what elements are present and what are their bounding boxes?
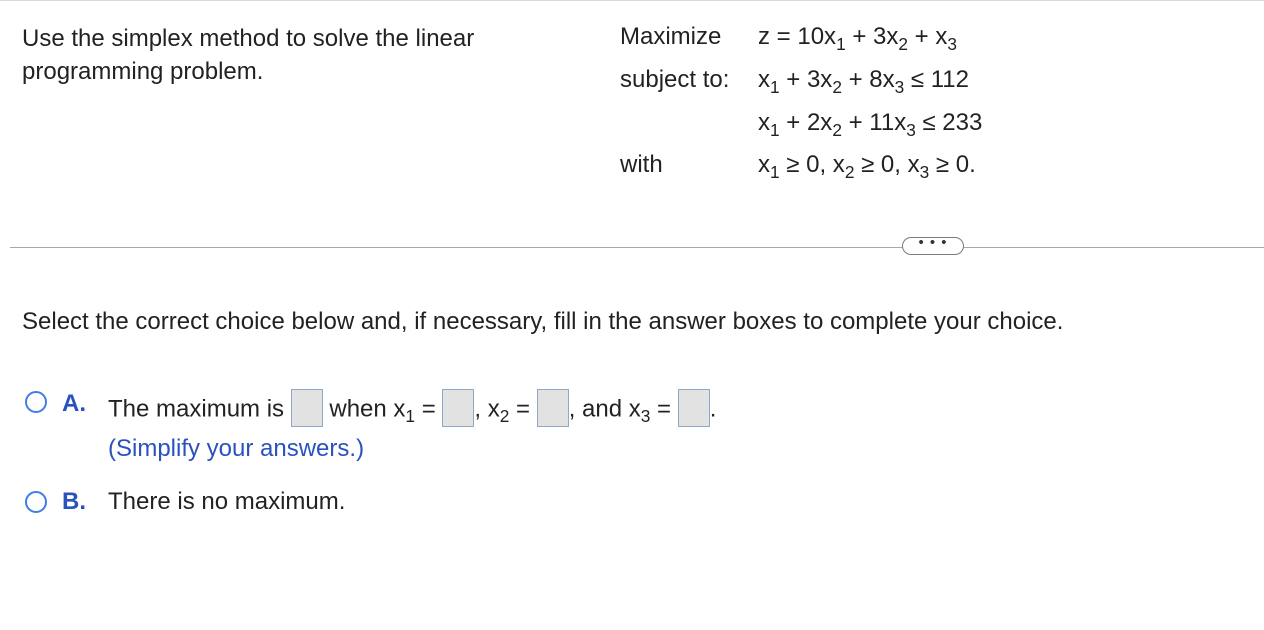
choice-a-statement bbox=[108, 391, 716, 429]
x2-equals: = bbox=[509, 395, 531, 423]
constraint-2-sub-2: 2 bbox=[832, 120, 842, 141]
nonneg-term-3: ≥ 0, x bbox=[854, 151, 920, 178]
subject-to-label: subject to: bbox=[620, 66, 730, 93]
constraint-1-term-2: + 3x bbox=[779, 66, 833, 93]
nonneg-sub-1: 1 bbox=[770, 162, 780, 183]
objective-term-3: + x bbox=[907, 23, 948, 50]
section-divider bbox=[10, 247, 1264, 248]
choice-a-letter: A. bbox=[62, 390, 86, 417]
objective-term-2: + 3x bbox=[845, 23, 899, 50]
x1-equals: = bbox=[415, 395, 436, 423]
x1-subscript: 1 bbox=[405, 406, 416, 427]
choice-a-radio[interactable] bbox=[25, 391, 47, 413]
constraint-1-term-3: + 8x bbox=[841, 66, 895, 93]
nonneg-term-2: ≥ 0, x bbox=[779, 151, 845, 178]
constraint-2-term-1: x bbox=[758, 109, 770, 136]
objective-function bbox=[758, 22, 957, 55]
objective-sub-2: 2 bbox=[898, 34, 908, 55]
x1-answer-box[interactable] bbox=[442, 389, 474, 427]
objective-z: z bbox=[758, 23, 770, 50]
x2-answer-box[interactable] bbox=[537, 389, 569, 427]
nonnegativity-constraints bbox=[758, 150, 976, 183]
nonneg-rhs: ≥ 0. bbox=[929, 151, 976, 178]
constraint-1 bbox=[758, 65, 970, 98]
objective-sub-1: 1 bbox=[836, 34, 846, 55]
x3-answer-box[interactable] bbox=[678, 389, 710, 427]
maximum-answer-box[interactable] bbox=[291, 389, 323, 427]
constraint-2 bbox=[758, 108, 983, 141]
constraint-2-term-3: + 11x bbox=[841, 109, 907, 136]
nonneg-sub-3: 3 bbox=[919, 162, 930, 183]
top-border bbox=[0, 0, 1264, 1]
constraint-2-sub-1: 1 bbox=[770, 120, 780, 141]
problem-intro: Use the simplex method to solve the linear programming problem. bbox=[22, 25, 475, 85]
choice-a-text: The maximum is bbox=[108, 395, 285, 423]
objective-term-1: 10x bbox=[797, 23, 837, 50]
constraint-1-sub-1: 1 bbox=[770, 77, 780, 98]
choice-b-radio[interactable] bbox=[25, 491, 47, 513]
constraint-1-rhs: ≤ 112 bbox=[904, 66, 970, 93]
x3-subscript: 3 bbox=[640, 406, 651, 427]
constraint-2-sub-3: 3 bbox=[906, 120, 916, 141]
objective-equals: = bbox=[770, 23, 798, 50]
objective-sub-3: 3 bbox=[947, 34, 957, 55]
nonneg-term-1: x bbox=[758, 151, 770, 178]
x3-text: , and x bbox=[568, 395, 641, 423]
constraint-1-sub-3: 3 bbox=[894, 77, 905, 98]
instruction-text: Select the correct choice below and, if necessary, fill in the answer boxes to complete your choice. bbox=[22, 308, 1064, 335]
x2-subscript: 2 bbox=[499, 406, 510, 427]
choice-b-letter: B. bbox=[62, 488, 86, 515]
constraint-2-term-2: + 2x bbox=[779, 109, 833, 136]
x2-text: , x bbox=[474, 395, 500, 423]
choice-a-period: . bbox=[709, 395, 717, 423]
x3-equals: = bbox=[650, 395, 672, 423]
constraint-1-term-1: x bbox=[758, 66, 770, 93]
when-x-text: when x bbox=[329, 395, 406, 423]
choice-b-text: There is no maximum. bbox=[108, 488, 346, 515]
maximize-label: Maximize bbox=[620, 23, 722, 50]
simplify-hint: (Simplify your answers.) bbox=[108, 435, 365, 462]
more-options-button[interactable]: • • • bbox=[902, 237, 964, 255]
constraint-2-rhs: ≤ 233 bbox=[915, 109, 983, 136]
nonneg-sub-2: 2 bbox=[844, 162, 855, 183]
with-label: with bbox=[620, 151, 663, 178]
constraint-1-sub-2: 2 bbox=[832, 77, 842, 98]
